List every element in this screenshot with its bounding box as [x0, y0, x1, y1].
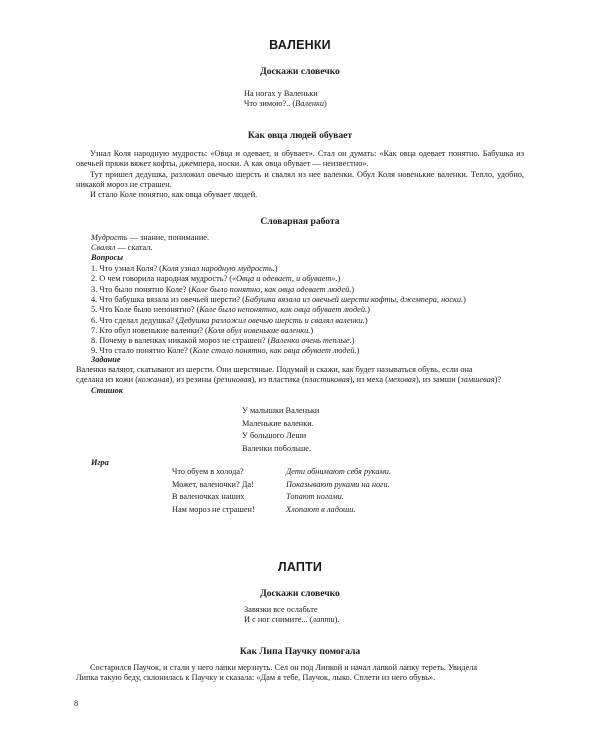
riddle2-line-2: И с ног снимите... (лапти).: [244, 615, 340, 624]
poem-line: Маленькие валенки.: [242, 418, 314, 428]
vocab-word-2: Свалял — скатал.: [91, 243, 153, 252]
question-item: 3. Что было понятно Коле? (Коле было понятно, как овца одевает людей.): [91, 284, 355, 294]
section-title-valenki: ВАЛЕНКИ: [269, 38, 331, 52]
riddle-answer: Валенки: [295, 99, 324, 108]
story-paragraph-3: И стало Коле понятно, как овца обувает людей.: [90, 190, 258, 199]
question-item: 4. Что бабушка вязала из овечьей шерсти? (Бабушка вязала из овечьей шерсти кофты, джемпера, носки.): [91, 294, 466, 304]
question-item: 7. Кто обул новенькие валенки? (Коля обул новенькие валенки.): [91, 325, 314, 335]
question-item: 1. Что узнал Коля? (Коля узнал народную мудрость.): [91, 264, 278, 273]
question-item: 6. Что сделал дедушка? (Дедушка разложил овечью шерсть и свалял валенки.): [91, 315, 368, 325]
riddle-line-1: На ногах у Валеньки: [244, 89, 318, 98]
game-action: Хлопают в ладоши.: [286, 504, 356, 514]
question-answer: «Овца и одевает, и обувает».: [232, 274, 338, 284]
poem-line: Валенки побольше.: [242, 443, 312, 453]
question-answer: Коле было непонятно, как овца обувает людей.: [199, 305, 368, 315]
story-heading: Как овца людей обувает: [247, 130, 353, 141]
question-item: 5. Что Коле было непонятно? (Коле было непонятно, как овца обувает людей.): [91, 305, 370, 315]
game-text: Нам мороз не страшен!: [172, 504, 255, 514]
riddle2-answer: лапти: [312, 615, 335, 624]
question-answer: Коле было понятно, как овца одевает людей.: [191, 284, 352, 294]
poem-line: У малышки Валеньки: [242, 406, 320, 415]
question-item: 2. О чем говорила народная мудрость? («Овца и одевает, и обувает».): [91, 274, 341, 284]
story-paragraph-2: Тут пришел дедушка, разложил овечью шерсть и свалял из нее валенки. Обул Коля новенькие валенки. Тепло, удобно, никакой мороз не страшен.: [76, 170, 524, 190]
riddle2-heading: Доскажи словечко: [260, 588, 340, 599]
question-answer: Коля узнал народную мудрость.: [161, 264, 275, 273]
game-text: Может, валеночки? Да!: [172, 479, 254, 489]
story2-line-2: Липка такую беду, склонилась к Паучку и сказала: «Дам я тебе, Паучок, лыко. Сплети из него обувь».: [76, 673, 436, 682]
task-line-2: сделана из кожи (кожаная), из резины (резиновая), из пластика (пластиковая), из меха (меховая), из замши (замшевая)?: [76, 375, 502, 384]
question-item: 9. Что стало понятно Коле? (Коле стало понятно, как овца обувает людей.): [91, 346, 360, 356]
vocab-heading: Словарная работа: [260, 216, 340, 227]
game-action: Топают ногами.: [286, 492, 344, 501]
story2-heading: Как Липа Паучку помогала: [239, 646, 361, 657]
question-answer: Коле стало понятно, как овца обувает людей.: [192, 346, 357, 356]
riddle2-line-1: Завязки все ослабьте: [244, 605, 318, 614]
game-label: Игра: [91, 458, 109, 467]
game-text: Что обуем в холода?: [172, 467, 244, 476]
page-number: 8: [74, 699, 79, 708]
game-action: Показывают руками на ноги.: [286, 479, 390, 489]
riddle-heading: Доскажи словечко: [260, 66, 340, 77]
story-paragraph-1: Узнал Коля народную мудрость: «Овца и одевает, и обувает». Стал он думать: «Как овца одевает понятно. Бабушка из овечьей пряжи вяжет кофты, джемпера, носки. А как овца обувает — неизвестно».: [76, 149, 524, 169]
questions-label: Вопросы: [91, 253, 124, 262]
question-answer: Бабушка вязала из овечьей шерсти кофты, джемпера, носки.: [244, 294, 464, 304]
task-label: Задание: [91, 355, 121, 364]
vocab-word-1: Мудрость — знание, понимание.: [91, 233, 210, 242]
question-answer: Валенки очень теплые.: [270, 336, 352, 346]
game-text: В валеночках наших: [172, 492, 245, 501]
story2-line-1: Состарился Паучок, и стали у него лапки мерзнуть. Сел он под Липкой и начал лапкой лапку тереть. Увидела: [90, 663, 478, 672]
question-answer: Коля обул новенькие валенки.: [207, 325, 311, 335]
game-action: Дети обнимают себя руками.: [286, 467, 392, 476]
question-item: 8. Почему в валенках никакой мороз не страшен? (Валенки очень теплые.): [91, 336, 355, 346]
task-line-1: Валенки валяют, скатывают из шерсти. Они шерстяные. Подумай и скажи, как будет называться обувь, если она: [76, 365, 473, 374]
section-title-lapti: ЛАПТИ: [277, 560, 323, 574]
question-answer: Дедушка разложил овечью шерсть и свалял валенки.: [178, 315, 365, 325]
riddle-line-2: Что зимою?.. (Валенки): [244, 99, 327, 108]
poem-line: У большого Леши: [242, 431, 307, 440]
poem-label: Стишок: [91, 386, 123, 395]
